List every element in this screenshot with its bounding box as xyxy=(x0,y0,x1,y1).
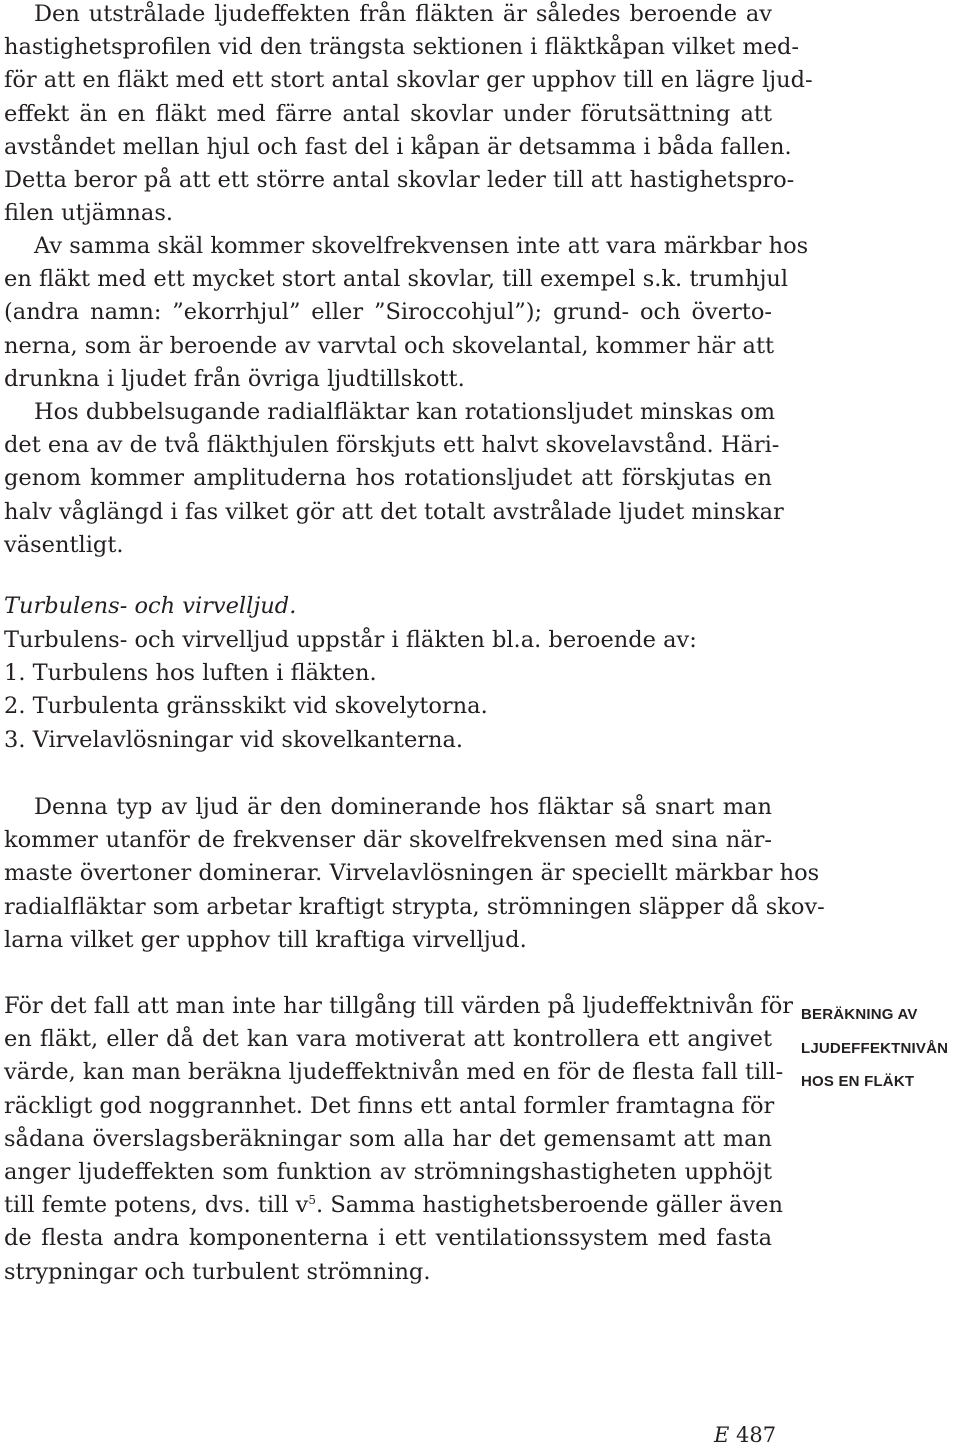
text-line: räckligt god noggrannhet. Det finns ett antal formler framtagna för xyxy=(4,1092,775,1119)
text-line: Detta beror på att ett större antal skovlar leder till att hastighetspro- xyxy=(4,166,795,193)
text-line: drunkna i ljudet från övriga ljudtillskott. xyxy=(4,365,465,392)
text-fragment: . Samma hastighetsberoende gäller även xyxy=(316,1192,783,1219)
superscript-exponent: 5 xyxy=(308,1193,317,1208)
text-line: Den utstrålade ljudeffekten från fläkten är således beroende av xyxy=(34,1,772,27)
text-line: väsentligt. xyxy=(4,531,124,558)
text-line: halv våglängd i fas vilket gör att det totalt avstrålade ljudet minskar xyxy=(4,498,784,525)
text-fragment: till femte potens, dvs. till v xyxy=(4,1192,309,1219)
text-line: kommer utanför de frekvenser där skovelfrekvensen med sina när- xyxy=(4,827,772,854)
body-paragraph xyxy=(4,396,784,562)
text-line: det ena av de två fläkthjulen förskjuts ett halvt skovelavstånd. Häri- xyxy=(4,432,780,459)
text-line: en fläkt, eller då det kan vara motiverat att kontrollera ett angivet xyxy=(4,1026,772,1053)
text-line: strypningar och turbulent strömning. xyxy=(4,1258,431,1285)
text-line: Av samma skäl kommer skovelfrekvensen inte att vara märkbar hos xyxy=(34,233,809,259)
list-intro: Turbulens- och virvelljud uppstår i fläkten bl.a. beroende av: xyxy=(4,627,697,653)
body-paragraph xyxy=(4,990,794,1289)
section-heading: Turbulens- och virvelljud. xyxy=(4,593,297,619)
page-number-value: 487 xyxy=(736,1423,777,1447)
margin-heading-line: HOS EN FLÄKT xyxy=(801,1073,915,1090)
text-line: maste övertoner dominerar. Virvelavlösningen är speciellt märkbar hos xyxy=(4,860,820,887)
body-paragraph xyxy=(4,0,813,230)
text-line: värde, kan man beräkna ljudeffektnivån med en för de flesta fall till- xyxy=(4,1059,784,1086)
page-number-prefix: E xyxy=(714,1423,730,1447)
text-line: genom kommer amplituderna hos rotationsljudet att förskjutas en xyxy=(4,465,772,492)
text-line: larna vilket ger upphov till kraftiga virvelljud. xyxy=(4,926,527,953)
text-line: För det fall att man inte har tillgång till värden på ljudeffektnivån för xyxy=(4,993,794,1019)
text-line: (andra namn: ”ekorrhjul” eller ”Siroccohjul”); grund- och överto- xyxy=(4,299,772,326)
text-line: för att en fläkt med ett stort antal skovlar ger upphov till en lägre ljud- xyxy=(4,67,813,94)
margin-heading xyxy=(801,998,960,1099)
margin-heading-line: LJUDEFFEKTNIVÅN xyxy=(801,1039,949,1057)
text-line: anger ljudeffekten som funktion av strömningshastigheten upphöjt xyxy=(4,1158,772,1185)
body-paragraph xyxy=(4,791,825,957)
list-item: 1. Turbulens hos luften i fläkten. xyxy=(4,660,377,687)
text-line: avståndet mellan hjul och fast del i kåpan är detsamma i båda fallen. xyxy=(4,133,792,160)
text-line: sådana överslagsberäkningar som alla har det gemensamt att man xyxy=(4,1125,772,1152)
text-line: effekt än en fläkt med färre antal skovlar under förutsättning att xyxy=(4,100,772,127)
text-line: Denna typ av ljud är den dominerande hos fläktar så snart man xyxy=(34,794,772,820)
list-item: 2. Turbulenta gränsskikt vid skovelytorna. xyxy=(4,693,488,720)
list-item: 3. Virvelavlösningar vid skovelkanterna. xyxy=(4,726,464,753)
text-line: Hos dubbelsugande radialfläktar kan rotationsljudet minskas om xyxy=(34,399,776,425)
turbulence-list xyxy=(4,624,697,757)
text-line: de flesta andra komponenterna i ett ventilationssystem med fasta xyxy=(4,1225,772,1252)
text-line: filen utjämnas. xyxy=(4,200,174,227)
text-line: nerna, som är beroende av varvtal och skovelantal, kommer här att xyxy=(4,332,775,359)
text-line: radialfläktar som arbetar kraftigt strypta, strömningen släpper då skov- xyxy=(4,893,825,920)
text-line: hastighetsprofilen vid den trängsta sektionen i fläktkåpan vilket med- xyxy=(4,34,800,61)
page-number xyxy=(714,1423,776,1447)
body-paragraph xyxy=(4,230,809,396)
margin-heading-line: BERÄKNING AV xyxy=(801,1006,918,1023)
text-line: en fläkt med ett mycket stort antal skovlar, till exempel s.k. trumhjul xyxy=(4,266,789,293)
text-line xyxy=(4,1189,783,1222)
